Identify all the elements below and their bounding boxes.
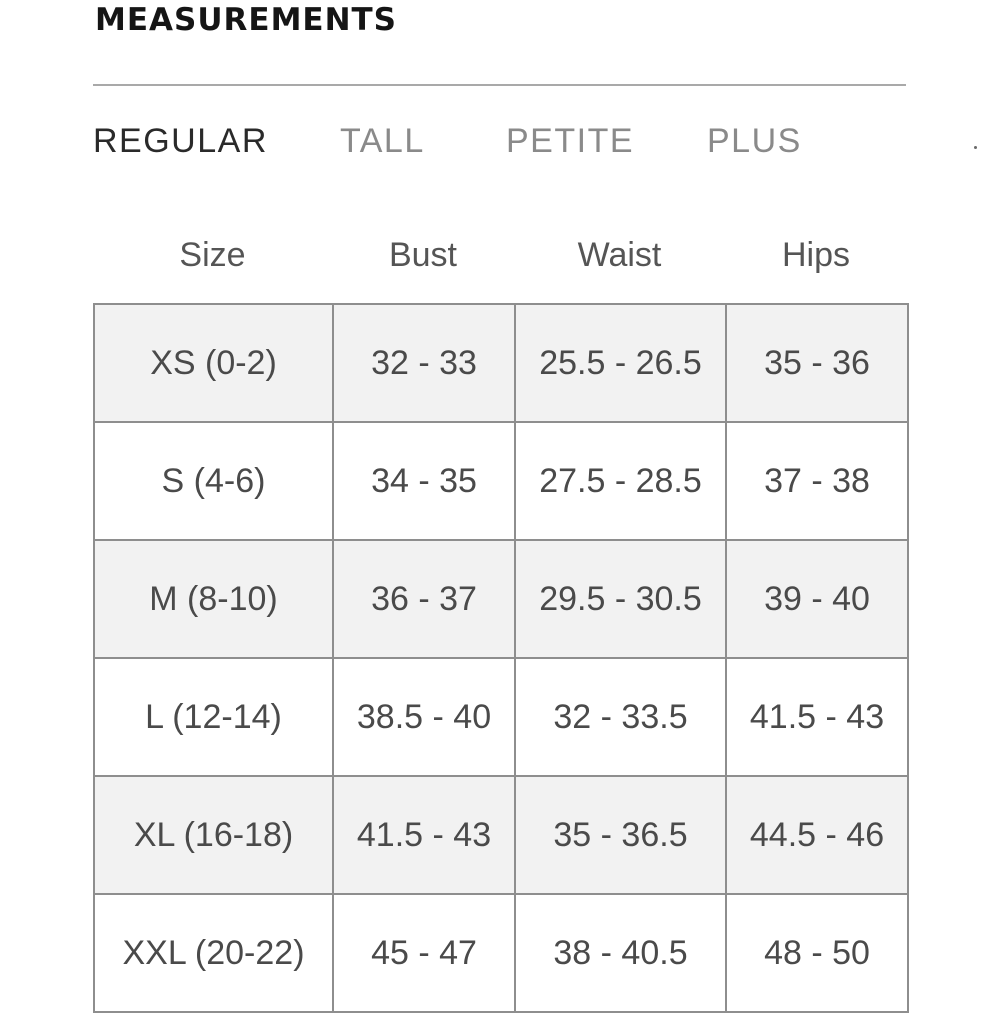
table-header xyxy=(93,225,907,285)
hips-cell: 37 - 38 xyxy=(726,422,908,540)
title-divider xyxy=(93,84,906,86)
hips-cell: 35 - 36 xyxy=(726,304,908,422)
decorative-dot xyxy=(974,146,977,149)
hips-cell: 44.5 - 46 xyxy=(726,776,908,894)
size-cell: XL (16-18) xyxy=(94,776,333,894)
tab-plus[interactable]: PLUS xyxy=(707,122,802,160)
bust-cell: 32 - 33 xyxy=(333,304,515,422)
waist-cell: 29.5 - 30.5 xyxy=(515,540,726,658)
hips-cell: 41.5 - 43 xyxy=(726,658,908,776)
table-row xyxy=(94,658,908,776)
size-cell: XXL (20-22) xyxy=(94,894,333,1012)
size-cell: XS (0-2) xyxy=(94,304,333,422)
waist-cell: 35 - 36.5 xyxy=(515,776,726,894)
column-header-bust: Bust xyxy=(388,236,458,274)
bust-cell: 38.5 - 40 xyxy=(333,658,515,776)
column-header-hips: Hips xyxy=(781,236,851,274)
table-row xyxy=(94,540,908,658)
tab-regular[interactable]: REGULAR xyxy=(93,122,268,160)
bust-cell: 36 - 37 xyxy=(333,540,515,658)
table-row xyxy=(94,422,908,540)
waist-cell: 38 - 40.5 xyxy=(515,894,726,1012)
column-header-waist: Waist xyxy=(577,236,662,274)
page-title: MEASUREMENTS xyxy=(95,2,398,38)
bust-cell: 45 - 47 xyxy=(333,894,515,1012)
tab-petite[interactable]: PETITE xyxy=(506,122,635,160)
bust-cell: 34 - 35 xyxy=(333,422,515,540)
size-cell: L (12-14) xyxy=(94,658,333,776)
size-category-tabs xyxy=(93,118,853,164)
hips-cell: 39 - 40 xyxy=(726,540,908,658)
size-cell: M (8-10) xyxy=(94,540,333,658)
hips-cell: 48 - 50 xyxy=(726,894,908,1012)
table-row xyxy=(94,776,908,894)
size-chart-table xyxy=(93,303,909,1013)
bust-cell: 41.5 - 43 xyxy=(333,776,515,894)
tab-tall[interactable]: TALL xyxy=(340,122,425,160)
table-row xyxy=(94,894,908,1012)
waist-cell: 25.5 - 26.5 xyxy=(515,304,726,422)
waist-cell: 32 - 33.5 xyxy=(515,658,726,776)
size-cell: S (4-6) xyxy=(94,422,333,540)
waist-cell: 27.5 - 28.5 xyxy=(515,422,726,540)
table-row xyxy=(94,304,908,422)
column-header-size: Size xyxy=(179,236,246,274)
